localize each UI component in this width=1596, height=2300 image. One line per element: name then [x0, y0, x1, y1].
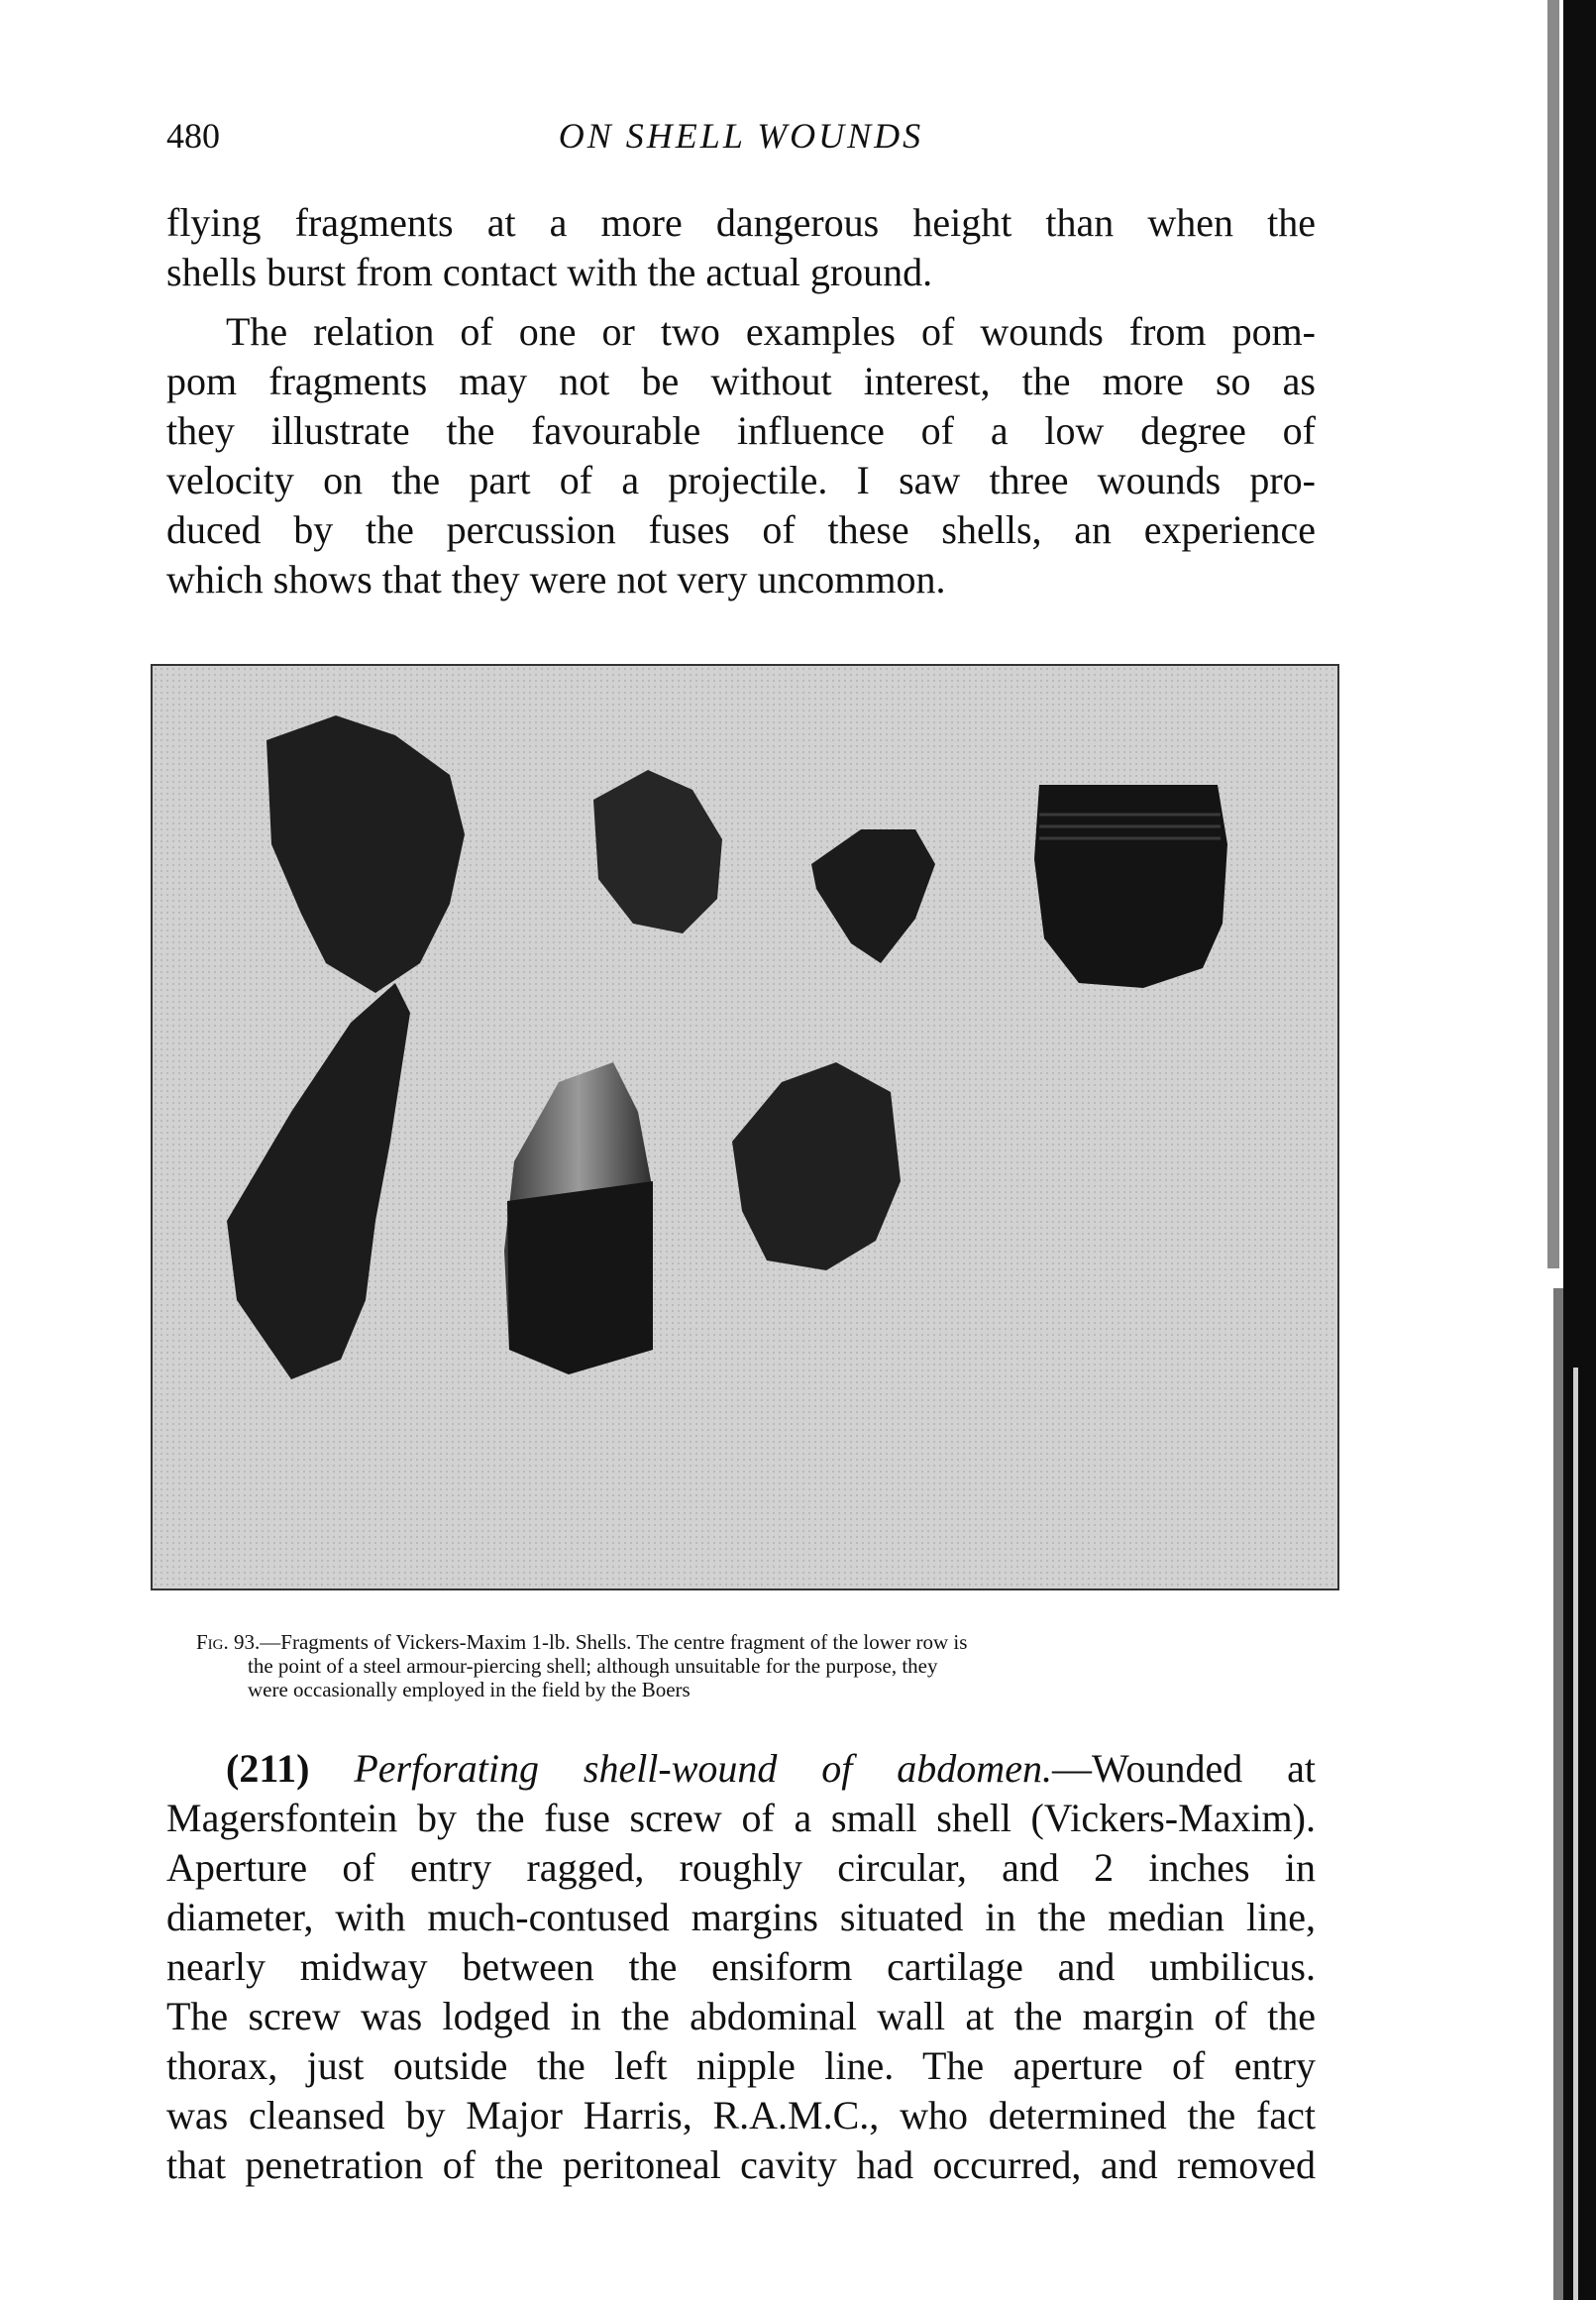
- figure-label: Fig.: [196, 1630, 229, 1654]
- text-line: they illustrate the favourable influence of a low degree of: [166, 408, 1316, 453]
- figure-caption: [196, 1630, 1321, 1701]
- text-line: Aperture of entry ragged, roughly circular, and 2 inches in: [166, 1845, 1316, 1890]
- text-line: pom fragments may not be without interest, the more so as: [166, 359, 1316, 403]
- text-line: velocity on the part of a projectile. I saw three wounds pro-: [166, 458, 1316, 502]
- text-line: The screw was lodged in the abdominal wall at the margin of the: [166, 1994, 1316, 2038]
- paragraph-1: [166, 198, 1316, 297]
- case-number: (211): [226, 1746, 310, 1791]
- caption-text: 93.—Fragments of Vickers-Maxim 1-lb. Shells. The centre fragment of the lower row is: [228, 1630, 968, 1654]
- page-number: 480: [166, 116, 220, 156]
- text-line: shells burst from contact with the actual ground.: [166, 250, 933, 294]
- text-line: thorax, just outside the left nipple line. The aperture of entry: [166, 2043, 1316, 2088]
- paragraph-2: [166, 307, 1316, 604]
- text-line: that penetration of the peritoneal cavity had occurred, and removed: [166, 2142, 1316, 2187]
- caption-line-3: were occasionally employed in the field by the Boers: [248, 1678, 691, 1701]
- text-line: The relation of one or two examples of wounds from pom-: [226, 309, 1316, 354]
- case-title-tail: —Wounded at: [1051, 1746, 1317, 1791]
- text-line: which shows that they were not very uncommon.: [166, 557, 946, 602]
- text-line: was cleansed by Major Harris, R.A.M.C., who determined the fact: [166, 2093, 1316, 2137]
- text-line: flying fragments at a more dangerous height than when the: [166, 200, 1316, 245]
- caption-line-1: [196, 1630, 1321, 1654]
- figure-photograph: [151, 664, 1339, 1590]
- text-line: diameter, with much-contused margins situated in the median line,: [166, 1895, 1316, 1939]
- shell-fragments-photo: [153, 666, 1337, 1588]
- text-line: nearly midway between the ensiform cartilage and umbilicus.: [166, 1944, 1316, 1989]
- case-211: [166, 1744, 1316, 2190]
- running-title: ON SHELL WOUNDS: [558, 116, 924, 156]
- text-line: Magersfontein by the fuse screw of a small shell (Vickers-Maxim).: [166, 1796, 1316, 1840]
- case-title: Perforating shell-wound of abdomen.: [354, 1746, 1052, 1791]
- text-line: duced by the percussion fuses of these shells, an experience: [166, 507, 1316, 552]
- caption-line-2: the point of a steel armour-piercing shell; although unsuitable for the purpose, they: [248, 1654, 938, 1678]
- fragment-bottom-2-base: [507, 1181, 653, 1374]
- running-head: [166, 115, 1316, 164]
- book-spine-edge: [1534, 0, 1596, 2300]
- case-heading-line: [166, 1744, 1316, 1794]
